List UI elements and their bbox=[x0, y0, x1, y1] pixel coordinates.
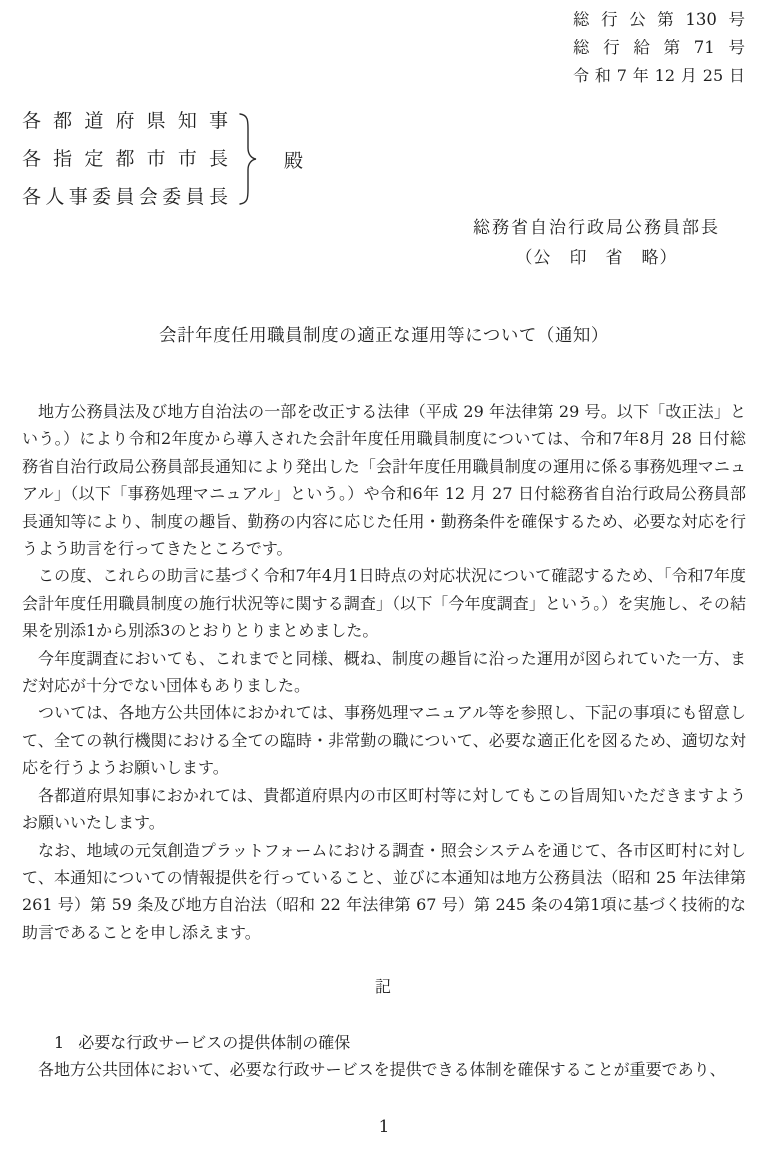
recipient-lines bbox=[22, 102, 228, 216]
recipient-line: 各指定都市市長 bbox=[22, 148, 228, 170]
paragraph: 各都道府県知事におかれては、貴都道府県内の市区町村等に対してもこの旨周知いただきますようお願いいたします。 bbox=[22, 785, 746, 833]
recipient-line: 各人事委員会委員長 bbox=[22, 186, 228, 208]
paragraph: 地方公務員法及び地方自治法の一部を改正する法律（平成 29 年法律第 29 号。以下「改正法」という。）により令和2年度から導入された会計年度任用職員制度については、令和7年8月 28 日付総務省自治行政局公務員部長通知により発出した「会計年度任用職員制度の運用に係る事務処理マニュアル」（以下「事務処理マニュアル」という。）や令和6年 12 月 27 日付総務省自治行政局公務員部長通知等により、制度の趣旨、勤務の内容に応じた任用・勤務条件を確保するため、必要な対応を行うよう助言を行ってきたところです。 bbox=[22, 402, 746, 559]
paragraph: 今年度調査においても、これまでと同様、概ね、制度の趣旨に沿った運用が図られていた一方、まだ対応が十分でない団体もありました。 bbox=[22, 648, 746, 696]
section-number: 1 bbox=[54, 1032, 65, 1052]
recipients-block bbox=[22, 102, 303, 216]
page-number: 1 bbox=[378, 1117, 390, 1137]
section-1 bbox=[22, 1029, 746, 1084]
ki-marker: 記 bbox=[374, 977, 393, 997]
doc-number-line: 総行給第71号 bbox=[573, 38, 745, 57]
section-body: 各地方公共団体において、必要な行政サービスを提供できる体制を確保することが重要であり、 bbox=[38, 1059, 726, 1079]
document-body bbox=[22, 398, 746, 1083]
paragraph: なお、地域の元気創造プラットフォームにおける調査・照会システムを通じて、各市区町村に対して、本通知についての情報提供を行っていること、並びに本通知は地方公務員法（昭和 25 年法律第 261 号）第 59 条及び地方自治法（昭和 22 年法律第 67 号）第 245 条の4第1項に基づく技術的な助言であることを申し添えます。 bbox=[22, 840, 746, 942]
paragraph: この度、これらの助言に基づく令和7年4月1日時点の対応状況について確認するため、「令和7年度会計年度任用職員制度の施行状況等に関する調査」（以下「今年度調査」という。）を実施し、その結果を別添1から別添3のとおりとりまとめました。 bbox=[22, 566, 746, 641]
curly-brace-icon bbox=[236, 110, 260, 208]
doc-number-line: 総行公第130号 bbox=[573, 10, 745, 29]
section-heading bbox=[22, 1029, 746, 1056]
document-title: 会計年度任用職員制度の適正な運用等について（通知） bbox=[159, 326, 609, 346]
seal-omitted-note: （公 印 省 略） bbox=[515, 248, 678, 268]
issue-date: 令和7年12月25日 bbox=[573, 66, 745, 85]
doc-number-block bbox=[573, 6, 745, 90]
paragraph: ついては、各地方公共団体におかれては、事務処理マニュアル等を参照し、下記の事項にも留意して、全ての執行機関における全ての臨時・非常勤の職について、必要な適正化を図るため、適切な対応を行うようお願いします。 bbox=[22, 703, 746, 778]
section-title: 必要な行政サービスの提供体制の確保 bbox=[78, 1032, 351, 1052]
recipient-line: 各都道府県知事 bbox=[22, 110, 228, 132]
sender-name: 総務省自治行政局公務員部長 bbox=[473, 218, 720, 238]
honorific: 殿 bbox=[284, 149, 304, 172]
sender-block bbox=[473, 213, 720, 273]
